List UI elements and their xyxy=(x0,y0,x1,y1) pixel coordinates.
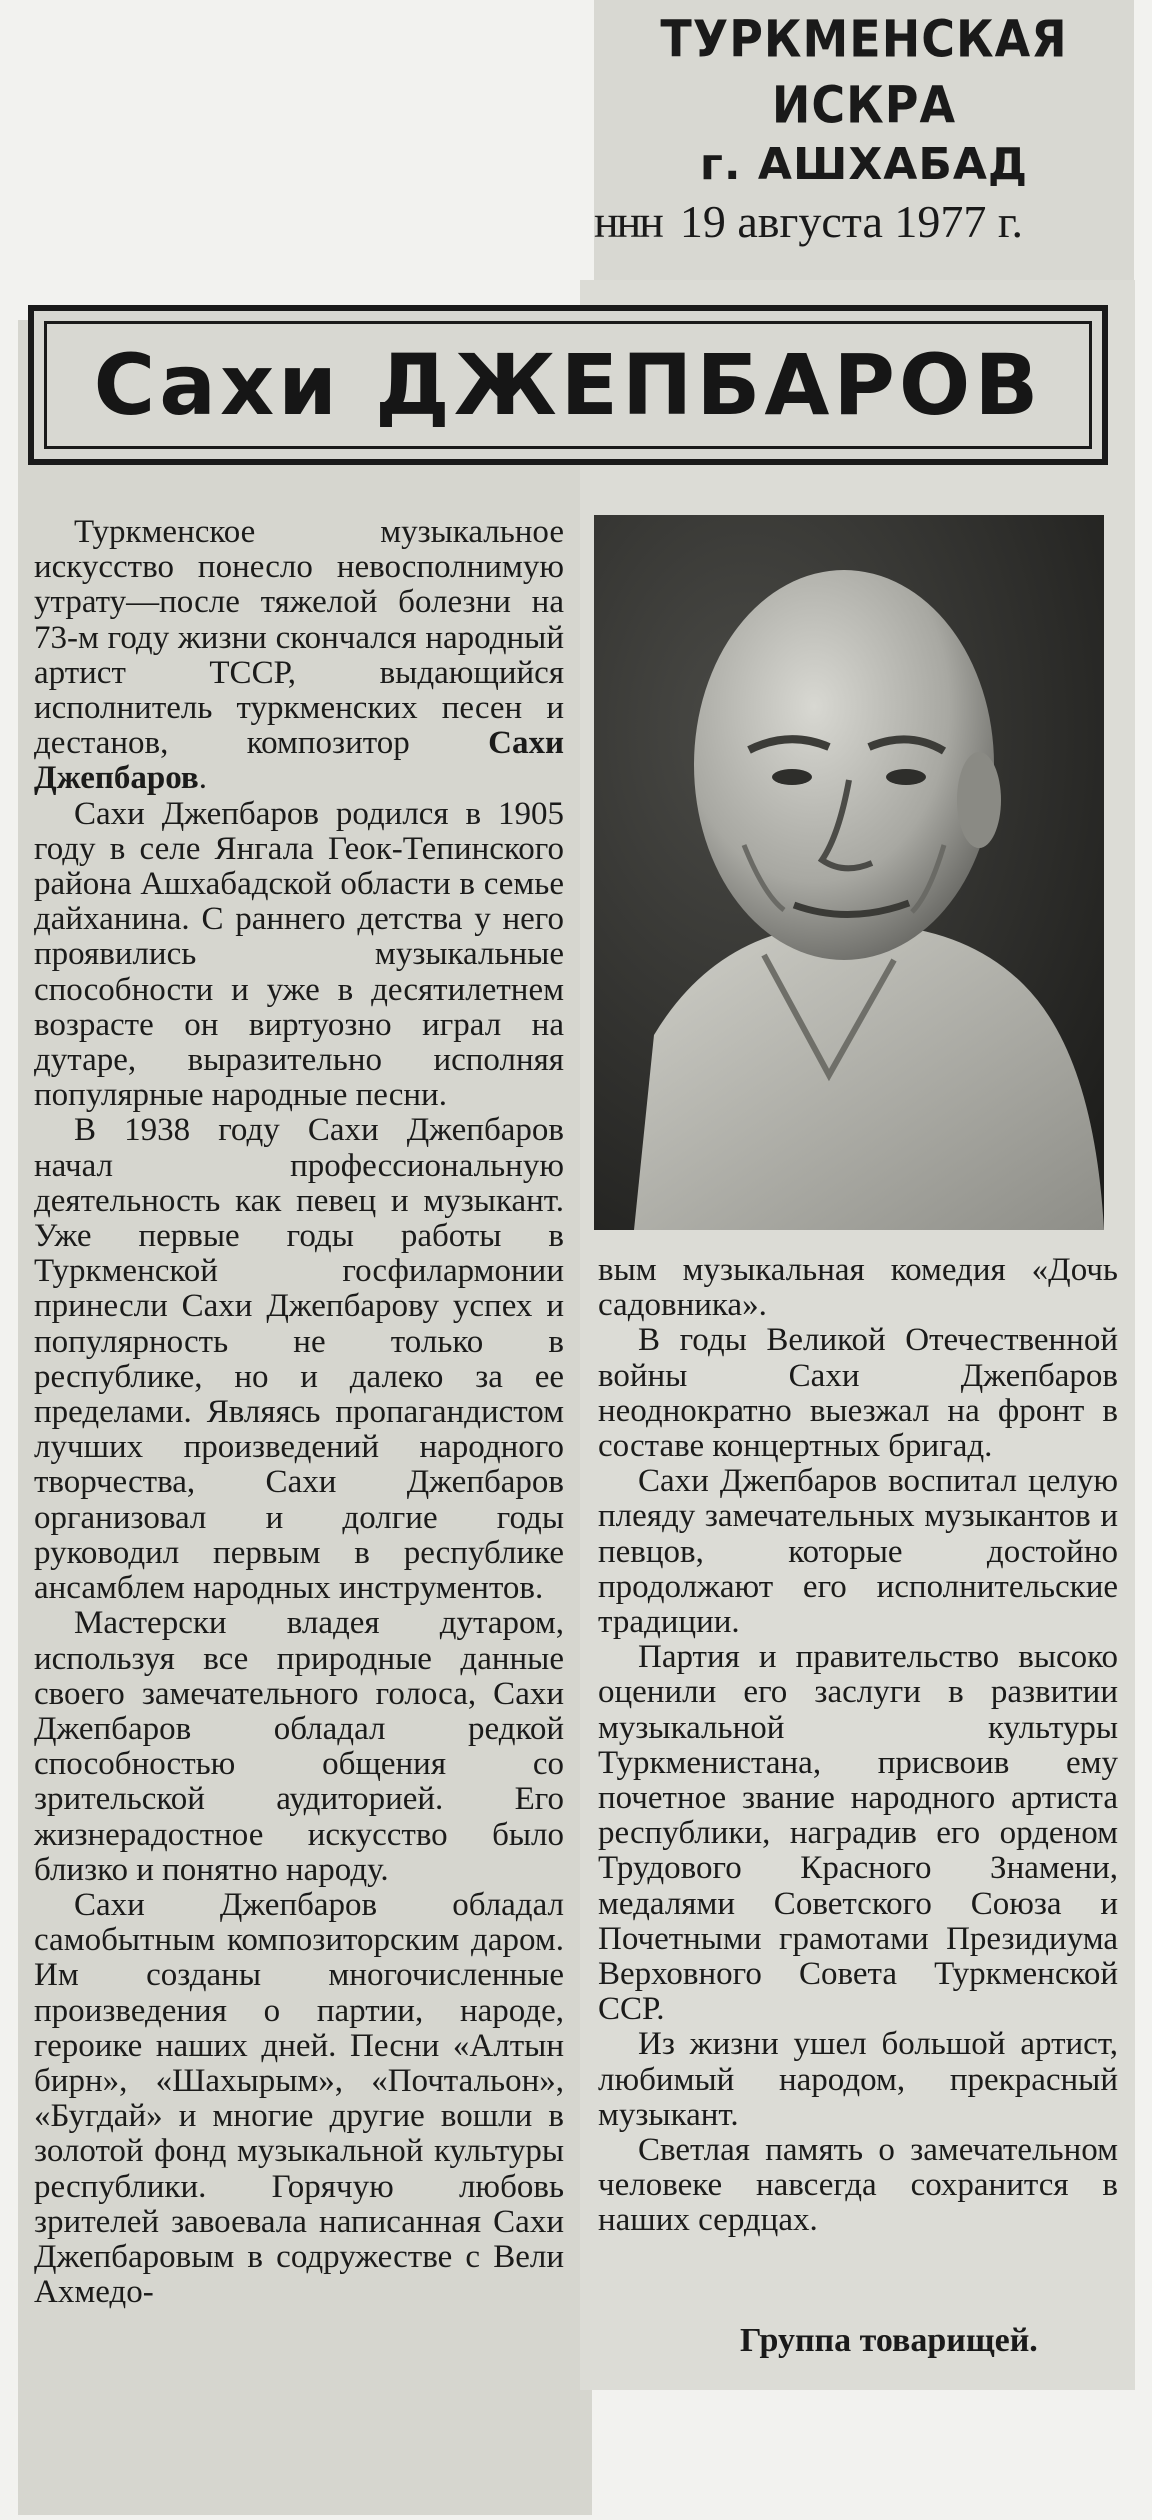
publication-date: 19 августа 1977 г. xyxy=(679,196,1024,247)
article-paragraph: Мастерски владея дутаром, используя все природные данные своего замечательного голоса, Сахи Джепбаров обладал редкой способностью общения со зрительской аудиторией. Его жизнерадостное искусство было близко и понятно народу. xyxy=(34,1605,564,1888)
signature: Группа товарищей. xyxy=(740,2322,1038,2359)
newspaper-name: ТУРКМЕНСКАЯ ИСКРА xyxy=(660,9,1068,135)
article-paragraph: Сахи Джепбаров обладал самобытным композиторским даром. Им созданы многочисленные произведения о партии, народе, героике наших дней. Песни «Алтын бирн», «Шахырым», «Почтальон», «Бугдай» и многие другие вошли в золотой фонд музыкальной культуры республики. Горячую любовь зрителей завоевала написанная Сахи Джепбаровым в содружестве с Вели Ахмедо- xyxy=(34,1886,564,2311)
newspaper-masthead xyxy=(594,9,1134,194)
article-left-column xyxy=(34,515,564,2310)
dateline-prefix: ннн xyxy=(594,196,662,247)
portrait-photo-drawing xyxy=(594,515,1104,1230)
headline-frame xyxy=(28,305,1108,465)
article-paragraph-end: . xyxy=(198,760,207,797)
article-paragraph-text: Туркменское музыкальное искусство понесло невосполнимую утрату—после тяжелой болезни на 73-м году жизни скончался народный артист ТССР, выдающийся исполнитель туркменских песен и дестанов, композитор xyxy=(34,514,564,762)
article-paragraph: Сахи Джепбаров родился в 1905 году в селе Янгала Геок-Тепинского района Ашхабадской области в семье дайханина. С раннего детства у него проявились музыкальные способности и уже в десятилетнем возрасте он виртуозно играл на дутаре, выразительно исполняя популярные народные песни. xyxy=(34,795,564,1114)
headline-first-name: Сахи xyxy=(93,336,341,434)
article-paragraph: В годы Великой Отечественной войны Сахи Джепбаров неоднократно выезжал на фронт в составе концертных бригад. xyxy=(598,1322,1118,1465)
article-paragraph xyxy=(34,515,564,797)
article-paragraph: Сахи Джепбаров воспитал целую плеяду замечательных музыкантов и певцов, которые достойно продолжают его исполнительские традиции. xyxy=(598,1463,1118,1641)
article-paragraph: Светлая память о замечательном человеке навсегда сохранится в наших сердцах. xyxy=(598,2132,1118,2239)
article-paragraph-continuation: вым музыкальная комедия «Дочь садовника». xyxy=(598,1252,1118,1324)
article-paragraph: Партия и правительство высоко оценили его заслуги в развитии музыкальной культуры Туркменистана, присвоив ему почетное звание народного артиста республики, наградив его орденом Трудового Красного Знамени, медалями Советского Союза и Почетными грамотами Президиума Верховного Совета Туркменской ССР. xyxy=(598,1639,1118,2028)
headline-last-name: ДЖЕПБАРОВ xyxy=(375,336,1043,434)
newspaper-city: г. АШХАБАД xyxy=(699,139,1029,190)
dateline xyxy=(594,195,1134,248)
portrait-photo xyxy=(594,515,1104,1230)
headline xyxy=(34,311,1102,459)
article-right-column xyxy=(598,1253,1118,2239)
composer-name: Сахи Джепбаров xyxy=(34,725,564,797)
article-paragraph: В 1938 году Сахи Джепбаров начал профессиональную деятельность как певец и музыкант. Уже первые годы работы в Туркменской госфилармонии принесли Сахи Джепбарову успех и популярность не только в республике, но и далеко за ее пределами. Являясь пропагандистом лучших произведений народного творчества, Сахи Джепбаров организовал и долгие годы руководил первым в республике ансамблем народных инструментов. xyxy=(34,1112,564,1607)
article-paragraph: Из жизни ушел большой артист, любимый народом, прекрасный музыкант. xyxy=(598,2026,1118,2133)
